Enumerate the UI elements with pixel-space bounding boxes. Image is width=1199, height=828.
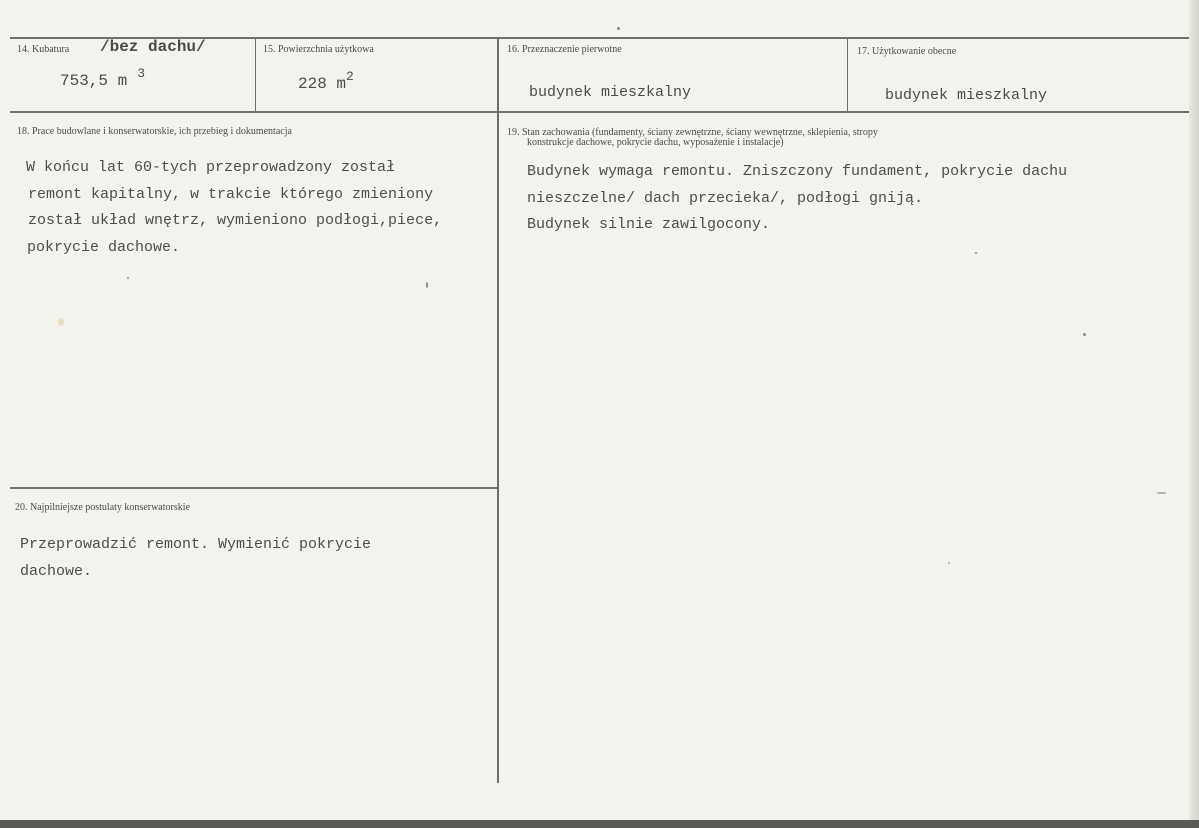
paper-speck [617, 27, 620, 30]
przeznaczenie-value: budynek mieszkalny [529, 84, 692, 101]
stan-line: Budynek silnie zawilgocony. [527, 216, 771, 233]
divider-14-15 [255, 38, 256, 112]
prace-line: został układ wnętrz, wymieniono podłogi,piece, [28, 212, 443, 229]
paper-speck [1083, 333, 1086, 336]
paper-speck [1157, 492, 1166, 494]
uzytkowanie-value: budynek mieszkalny [885, 87, 1048, 104]
postulaty-line: dachowe. [20, 562, 93, 580]
prace-text [26, 155, 442, 261]
kubatura-value: 753,5 m $^3$ [60, 66, 146, 90]
kubatura-label: 14. Kubatura [17, 44, 70, 55]
stan-text [527, 159, 1067, 239]
powierzchnia-value: 228 $m^2$ [298, 69, 354, 93]
postulaty-text [20, 532, 371, 585]
paper-speck [58, 318, 64, 326]
uzytkowanie-label: 17. Użytkowanie obecne [857, 46, 957, 57]
stan-label-line2: konstrukcje dachowe, pokrycie dachu, wyposażenie i instalacje) [527, 137, 784, 148]
powierzchnia-exponent: 2 [346, 69, 354, 84]
section-18-bottom-rule [10, 487, 497, 489]
paper-speck [127, 277, 129, 279]
paper-speck [426, 282, 428, 288]
prace-line: remont kapitalny, w trakcie którego zmieniony [28, 185, 434, 203]
prace-line: W końcu lat 60-tych przeprowadzony został [26, 159, 396, 176]
divider-main [497, 38, 499, 783]
divider-16-17 [847, 38, 848, 112]
kubatura-note: /bez dachu/ [100, 38, 206, 56]
powierzchnia-label: 15. Powierzchnia użytkowa [263, 44, 374, 55]
kubatura-exponent: 3 [137, 66, 146, 81]
stan-label-line1: 19. Stan zachowania (fundamenty, ściany zewnętrzne, ściany wewnętrzne, sklepienia, stropy [507, 127, 878, 138]
paper-speck [975, 252, 977, 254]
postulaty-label: 20. Najpilniejsze postulaty konserwatorskie [15, 502, 190, 513]
stan-line: nieszczelne/ dach przecieka/, podłogi gniją. [527, 189, 924, 207]
stan-line: Budynek wymaga remontu. Zniszczony fundament, pokrycie dachu [527, 163, 1068, 180]
card-edge-shadow [1189, 0, 1199, 828]
postulaty-line: Przeprowadzić remont. Wymienić pokrycie [20, 536, 372, 553]
paper-speck [948, 562, 950, 564]
header-bottom-rule [10, 111, 1189, 113]
scan-bottom-border [0, 820, 1199, 828]
prace-line: pokrycie dachowe. [27, 238, 181, 256]
prace-label: 18. Prace budowlane i konserwatorskie, ich przebieg i dokumentacja [17, 126, 292, 137]
przeznaczenie-label: 16. Przeznaczenie pierwotne [507, 44, 622, 55]
